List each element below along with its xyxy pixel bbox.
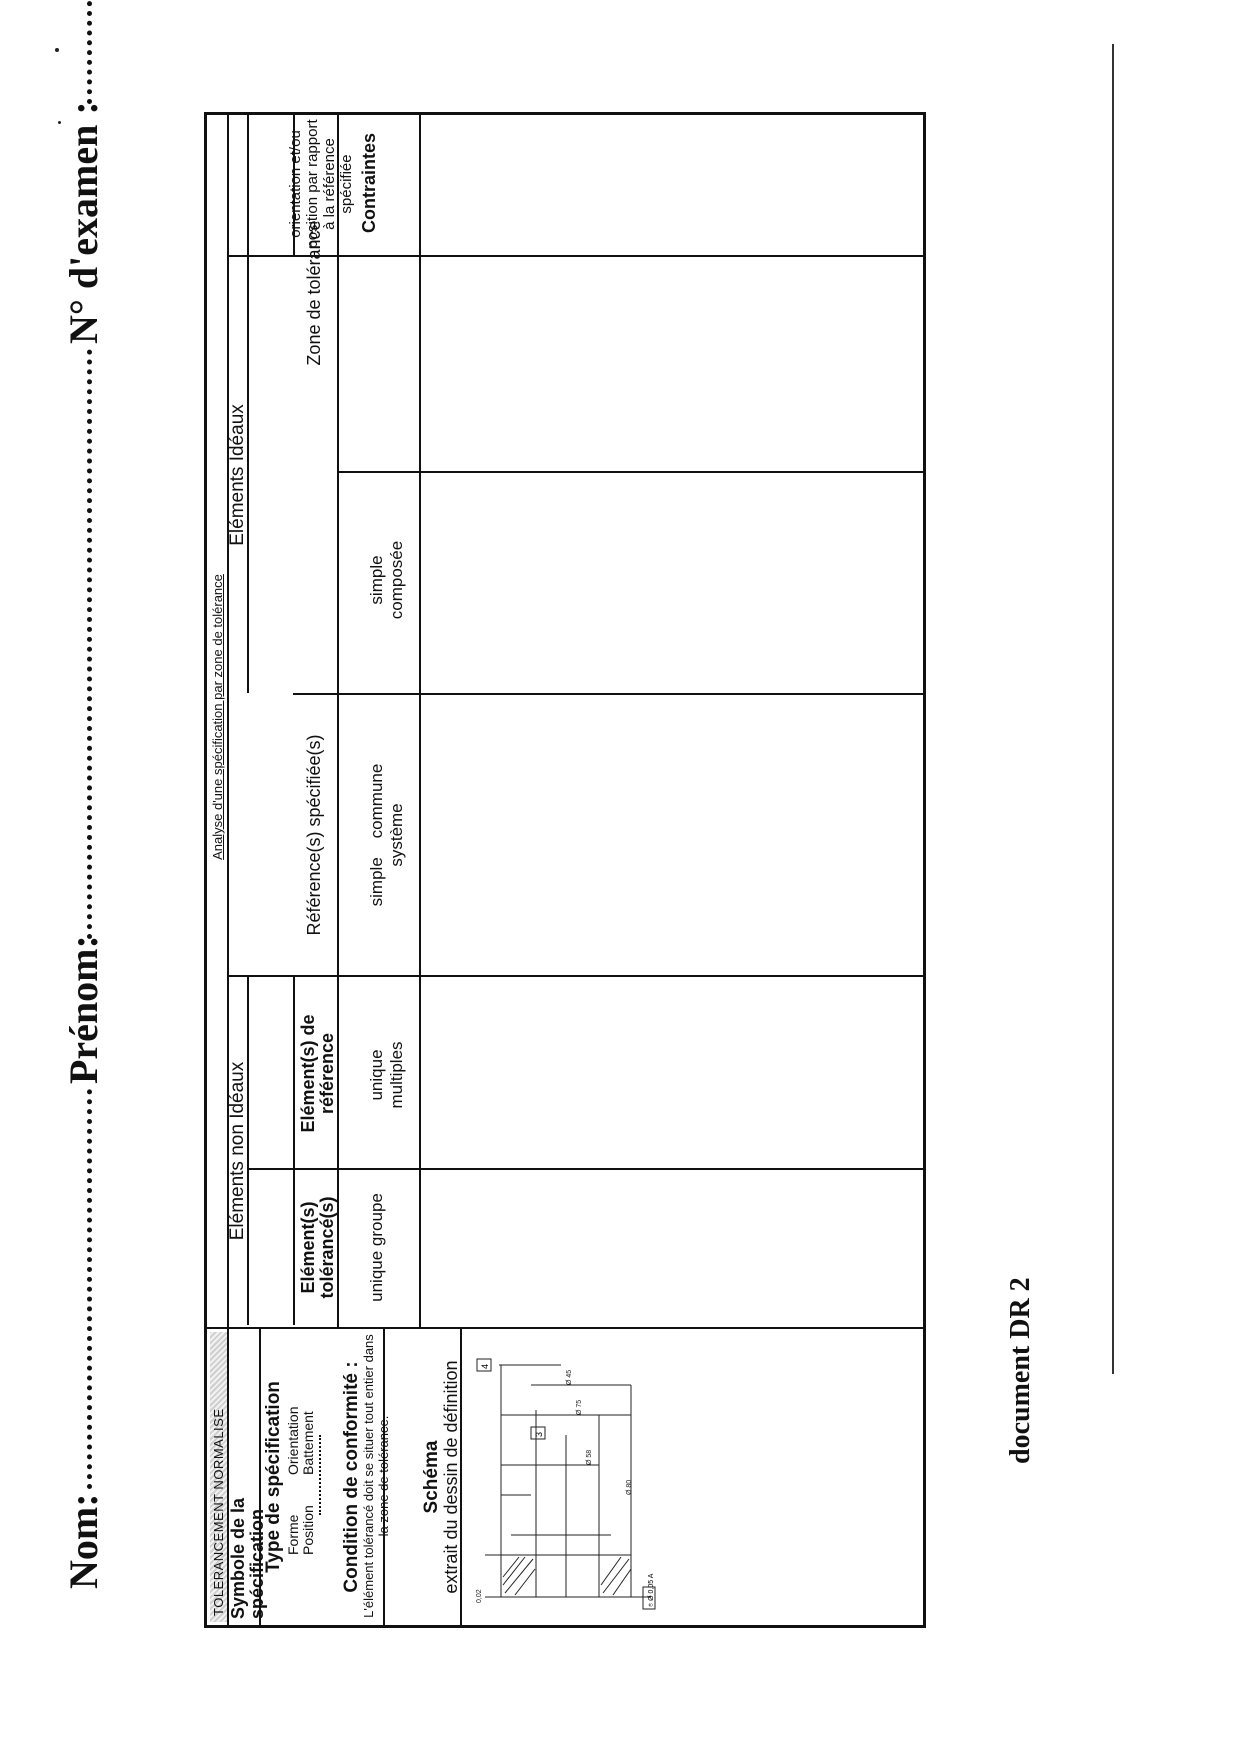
type-battement: Battement [300,1411,316,1475]
schema-box-4: 4 [480,1363,490,1369]
type-spec-field[interactable] [319,1435,321,1515]
schema-tolerance-frame: ⌾ Ø 0,05 A [648,1573,655,1607]
zone-tolerance-options: simple composée [367,540,406,620]
examen-field[interactable] [74,0,92,104]
condition-text: L'élément tolérancé doit se situer tout entier dans la zone de tolérance. [361,1334,391,1618]
type-orientation: Orientation [285,1406,301,1475]
non-ideaux-title: Eléments non Idéaux [227,1061,248,1241]
definition-drawing [471,1333,661,1615]
svg-text:Ø 75: Ø 75 [576,1399,583,1415]
symbole-label: Symbole de la spécification [228,1497,267,1619]
type-position: Position [300,1505,316,1555]
schema-box-3: 3 [534,1431,544,1437]
zone-tolerance-head: Zone de tolérance [304,220,324,366]
tolerance-elements-head: Elément(s) tolérancé(s) [298,1196,337,1299]
specification-analysis-table [204,112,926,1628]
contraintes-title: Contraintes [359,133,379,234]
tolerance-elements-options: unique groupe [367,1193,386,1302]
nom-field[interactable] [74,1089,92,1489]
reference-specifiee-options: simple commune système [367,758,406,907]
reference-specifiee-head: Référence(s) spécifiée(s) [304,734,324,936]
type-spec-title: Type de spécification [263,1381,284,1573]
candidate-header [40,89,110,1589]
reference-elements-options: unique multiples [367,1041,406,1109]
type-forme: Forme [285,1514,301,1555]
condition-title: Condition de conformité : [341,1361,362,1593]
prenom-field[interactable] [74,349,92,939]
contraintes-text: orientation et/ou position par rapport à la référence spécifiée [287,119,355,249]
prenom-label: Prénom: [61,935,106,1084]
svg-text:Ø 58: Ø 58 [586,1449,593,1465]
nom-label: Nom: [61,1493,106,1589]
svg-text:Ø 80: Ø 80 [626,1479,633,1495]
analyse-title: Analyse d'une spécification par zone de tolérance [210,574,225,860]
norm-banner: TOLERANCEMENT NORMALISE [210,1332,227,1622]
examen-label: N° d'examen : [61,101,106,344]
schema-subtitle: extrait du dessin de définition [441,1360,461,1594]
bottom-rule [1112,44,1114,1374]
schema-title: Schéma [421,1440,442,1514]
document-label: document DR 2 [1005,1277,1036,1464]
svg-text:Ø 45: Ø 45 [566,1369,573,1385]
reference-elements-head: Elément(s) de référence [298,1014,337,1133]
svg-text:0,02: 0,02 [476,1589,483,1603]
ideaux-title: Eléments Idéaux [227,404,248,546]
